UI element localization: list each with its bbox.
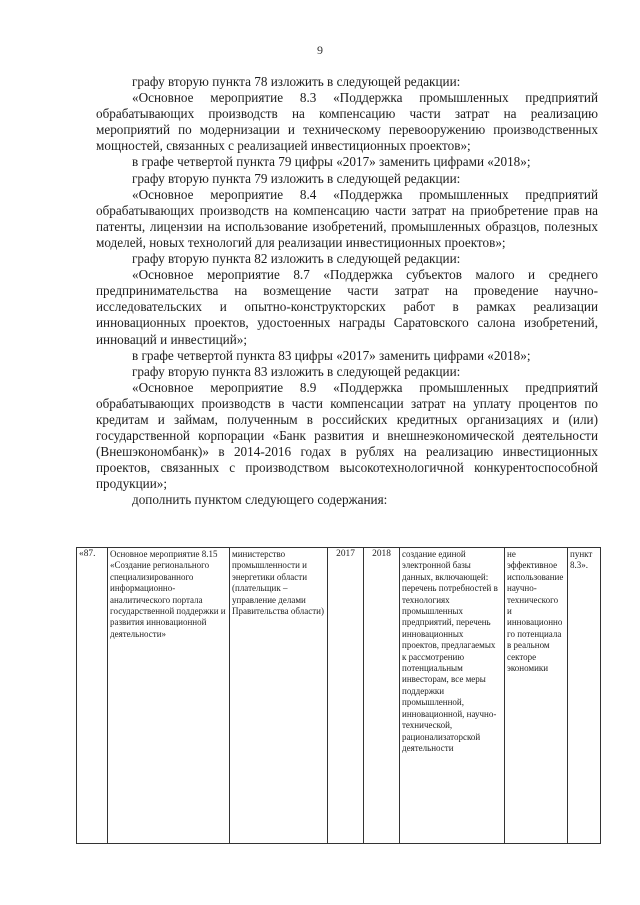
paragraph: «Основное мероприятие 8.4 «Поддержка промышленных предприятий обрабатывающих производств на компенсацию части затрат на приобретение прав на патенты, лицензии на использование изобретений, промышленных образцов, полезных моделей, новых технологий для реализации инвестиционных проектов»; xyxy=(96,186,598,250)
program-table xyxy=(76,547,600,844)
start-year-cell: 2017 xyxy=(328,548,364,844)
paragraph: «Основное мероприятие 8.7 «Поддержка субъектов малого и среднего предпринимательства на возмещение части затрат на проведение научно-исследовательских и опытно-конструкторских работ в рамках реализации инновационных проектов, удостоенных награды Саратовского салона изобретений, инноваций и инвестиций»; xyxy=(96,267,598,347)
result-cell: создание единой электронной базы данных, включающей: перечень потребностей в технологиях промышленных предприятий, перечень инновационных проектов, предлагаемых к рассмотрению потенциальным инвесторам, все меры поддержки промышленной, инновационной, научно-технической, рационализаторской деятельности xyxy=(400,548,505,844)
table-row xyxy=(77,548,601,844)
paragraph: графу вторую пункта 79 изложить в следующей редакции: xyxy=(132,170,461,186)
consequences-cell: не эффективное использование научно-технического и инновационного потенциала в реальном секторе экономики xyxy=(505,548,568,844)
paragraph: «Основное мероприятие 8.3 «Поддержка промышленных предприятий обрабатывающих производств на компенсацию части затрат на реализацию мероприятий по модернизации и техническому перевооружению производственных мощностей, связанных с реализацией инвестиционных проектов»; xyxy=(96,90,598,154)
paragraph: дополнить пунктом следующего содержания: xyxy=(132,492,388,508)
row-number-cell: «87. xyxy=(77,548,108,844)
page-number: 9 xyxy=(317,43,323,57)
paragraph: графу вторую пункта 83 изложить в следующей редакции: xyxy=(132,363,461,379)
link-cell: пункт 8.3». xyxy=(568,548,601,844)
measure-cell: Основное мероприятие 8.15 «Создание регионального специализированного информационно-аналитического портала государственной поддержки и развития инновационной деятельности» xyxy=(108,548,230,844)
paragraph: графу вторую пункта 78 изложить в следующей редакции: xyxy=(132,74,461,89)
paragraph: в графе четвертой пункта 83 цифры «2017» заменить цифрами «2018»; xyxy=(132,347,531,363)
executor-cell: министерство промышленности и энергетики области (плательщик – управление делами Правительства области) xyxy=(230,548,328,844)
paragraph: «Основное мероприятие 8.9 «Поддержка промышленных предприятий обрабатывающих производств в части компенсации затрат на уплату процентов по кредитам и займам, полученным в российских кредитных организациях и (или) государственной корпорации «Банк развития и внешнеэкономической деятельности (Внешэкономбанк)» в 2014-2016 годах в рублях на реализацию инвестиционных проектов, связанных с производством высокотехнологичной конкурентоспособной продукции»; xyxy=(96,379,598,492)
paragraph: в графе четвертой пункта 79 цифры «2017» заменить цифрами «2018»; xyxy=(132,154,531,170)
paragraph: графу вторую пункта 82 изложить в следующей редакции: xyxy=(132,251,461,267)
document-body xyxy=(96,74,598,509)
end-year-cell: 2018 xyxy=(364,548,400,844)
